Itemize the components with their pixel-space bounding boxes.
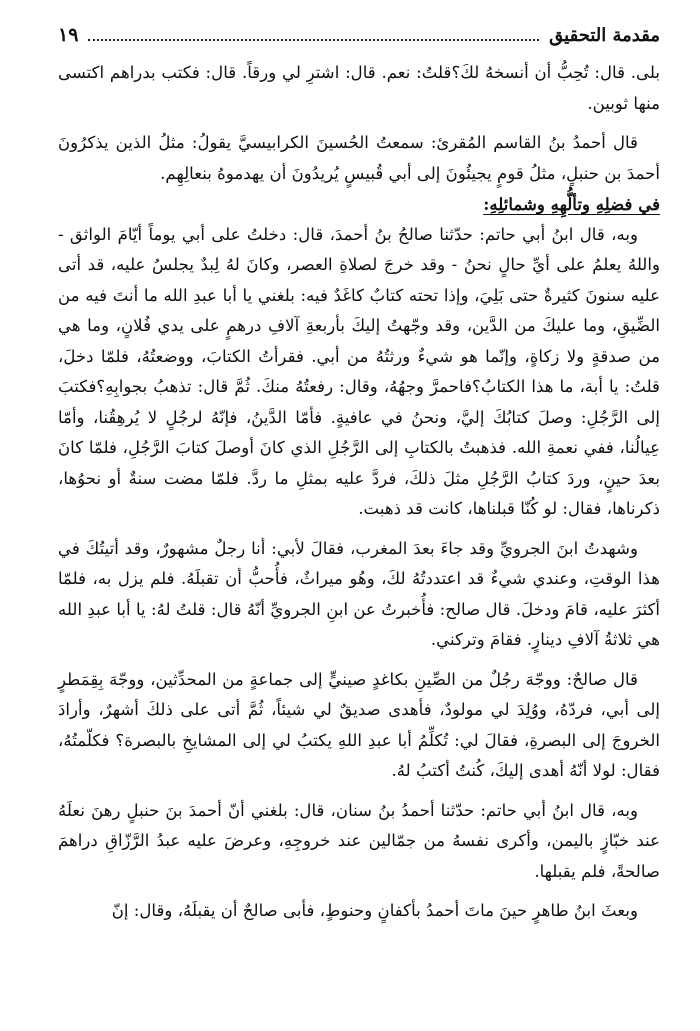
page-number: ١٩: [58, 24, 79, 46]
section-heading: في فضلِهِ وتألُّهِهِ وشمائلِهِ:: [483, 194, 660, 214]
paragraph-1: بلى. قال: تُحِبُّ أن أنسخهُ لكَ؟قلتُ: نعم. قال: اشترِ لي ورقاً. قال: فكتب بدراهم اكتسى منها ثوبين.: [58, 63, 660, 113]
book-page: [58, 24, 660, 1014]
paragraph-4: وشهدتُ ابنَ الجرويِّ وقد جاءَ بعدَ المغرب، فقالَ لأبي: أنا رجلٌ مشهورٌ، وقد أتيتُكَ في هذا الوقتِ، وعندي شيءٌ قد اعتددتُهُ لكَ، وهُو ميراثٌ، فأُحبُّ أن تقبلَهُ. فلم يزل به، فلمّا أكثرَ عليه، قامَ ودخلَ. قال صالح: فأُخبرتُ عن ابنِ الجرويِّ أنّهُ قال: قلتُ لهُ: يا أبا عبدِ الله هي ثلاثةُ آلافِ دينارٍ. فقامَ وتركني.: [58, 538, 660, 649]
paragraph-6: وبه، قال ابنُ أبي حاتم: حدّثنا أحمدُ بنُ سنان، قال: بلغني أنّ أحمدَ بنَ حنبلٍ رهنَ نعلَهُ عند خبّازٍ باليمن، وأكرى نفسهُ من جمّالين عند خروجِهِ، وعرضَ عليه عبدُ الرَّزّاقِ دراهمَ صالحةً، فلم يقبلها.: [58, 800, 660, 881]
paragraph-5: قال صالحٌ: ووجّهَ رجُلٌ من الصِّينِ بكاغدٍ صينيٍّ إلى جماعةٍ من المحدِّثين، ووجّهَ بِقِمَطرٍ إلى أبي، فردّهُ، ووُلِدَ لي مولودٌ، فأهدى صديقٌ لي شيئاً، ثُمَّ أتى على ذلكَ أشهرٌ، وأرادَ الخروجَ إلى البصرةِ، فقالَ لي: تُكلِّمُ أبا عبدِ اللهِ يكتبُ لي إلى المشايخِ بالبصرة؟ فكلّمتُهُ، فقال: لولا أنّهُ أهدى إليكَ، كُنتُ أكتبُ لهُ.: [58, 669, 660, 780]
running-title: مقدمة التحقيق: [549, 25, 660, 46]
page-header: [58, 24, 660, 58]
paragraph-2: قال أحمدُ بنُ القاسم المُقرئ: سمعتُ الحُسينَ الكرابيسيَّ يقولُ: مثلُ الذين يذكرُونَ أحمدَ بن حنبلٍ، مثلُ قومٍ يجيئُونَ إلى أبي قُبيسٍ يُريدُونَ أن يهدموهُ بنعالِهِم.: [58, 133, 660, 183]
paragraph-7: وبعثَ ابنُ طاهرٍ حينَ ماتَ أحمدُ بأكفانٍ وحنوطٍ، فأبى صالحٌ أن يقبلَهُ، وقال: إنّ: [111, 901, 638, 920]
header-dotted-leader: [88, 38, 539, 41]
paragraph-3: وبه، قال ابنُ أبي حاتم: حدّثنا صالحُ بنُ أحمدَ، قال: دخلتُ على أبي يوماً أيّامَ الواثق - واللهُ يعلمُ على أيِّ حالٍ نحنُ - وقد خرجَ لصلاةِ العصر، وكانَ لهُ لِبدٌ يجلسُ عليه، قد أتى عليه سنونَ كثيرةٌ حتى بَلِيَ، وإذا تحته كتابٌ كاغَدٌ فيه: بلغني يا أبا عبدِ الله ما أنتَ فيه من الضِّيقِ، وما عليكَ من الدَّين، وقد وجّهتُ إليكَ بأربعةِ آلافِ درهمٍ على يدي فُلانٍ، وما هي من صدقةٍ ولا زكاةٍ، وإنّما هو شيءٌ ورثتُهُ من أبي. فقرأتُ الكتابَ، ووضعتُهُ، فلمّا دخلَ، قلتُ: يا أبة، ما هذا الكتابُ؟فاحمرَّ وجهُهُ، وقال: رفعتُهُ منكَ. ثُمَّ قال: تذهبُ بجوابِهِ؟فكتبَ إلى الرَّجُلِ: وصلَ كتابُكَ إليَّ، ونحنُ في عافيةٍ. فأمّا الدَّينُ، فإنّهُ لرجُلٍ لا يُرهِقُنا، وأمّا عِيالُنا، ففي نعمةِ الله. فذهبتُ بالكتابِ إلى الرَّجُلِ الذي كانَ أوصلَ كتابَ الرَّجُلِ، فلمّا كانَ بعدَ حينٍ، وردَ كتابُ الرَّجُلِ مثلَ ذلكَ، فردَّ عليه بمثلِ ما ردَّ. فلمّا مضت سنةٌ أو نحوُها، ذكرناها، فقال: لو كُنّا قبلناها، كانت قد ذهبت.: [58, 224, 660, 518]
